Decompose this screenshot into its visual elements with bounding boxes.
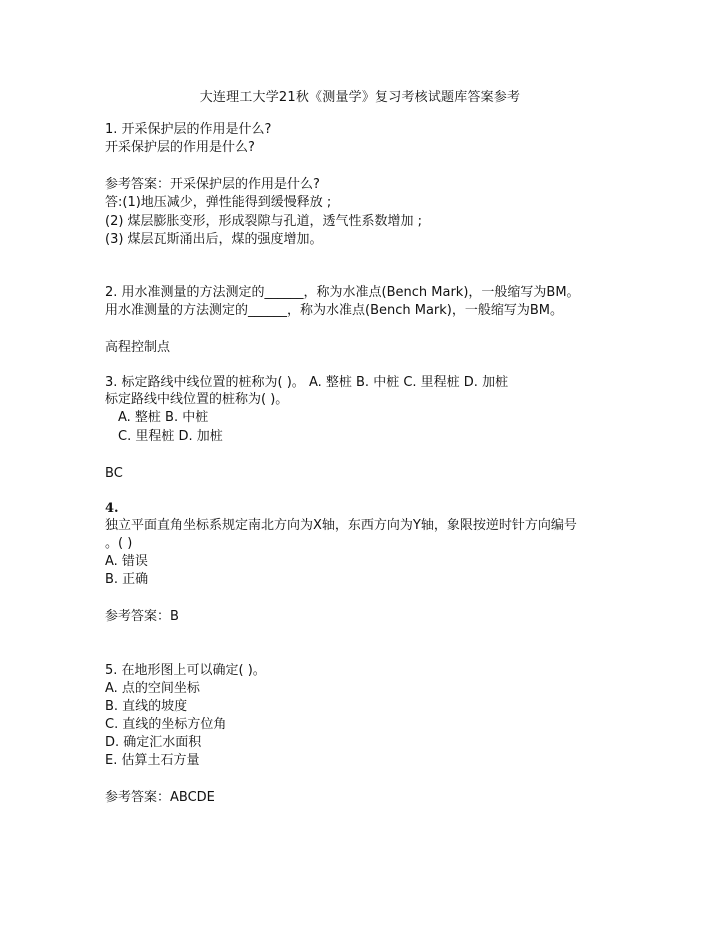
q5-option-c: C. 直线的坐标方位角	[105, 717, 227, 732]
q1-answer-line-3: (3) 煤层瓦斯涌出后，煤的强度增加。	[105, 232, 323, 247]
q3-options-line-1: A. 整桩 B. 中桩	[118, 410, 209, 425]
q5-option-b: B. 直线的坡度	[105, 699, 188, 714]
q5-option-d: D. 确定汇水面积	[105, 735, 202, 750]
q5-option-e: E. 估算土石方量	[105, 753, 200, 768]
q1-answer-line-2: (2) 煤层膨胀变形，形成裂隙与孔道，透气性系数增加 ;	[105, 214, 423, 229]
q4-answer: 参考答案：B	[105, 609, 179, 624]
q4-question: 独立平面直角坐标系规定南北方向为X轴，东西方向为Y轴，象限按逆时针方向编号	[105, 518, 577, 533]
q2-restated: 用水准测量的方法测定的______，称为水准点(Bench Mark)，一般缩写为BM。	[105, 303, 564, 318]
q1-answer-line-1: 答:(1)地压减少，弹性能得到缓慢释放 ;	[105, 195, 332, 210]
q2-answer: 高程控制点	[105, 340, 171, 355]
page-title: 大连理工大学21秋《测量学》复习考核试题库答案参考	[199, 90, 521, 105]
q3-options-line-2: C. 里程桩 D. 加桩	[118, 429, 223, 444]
q2-question: 2. 用水准测量的方法测定的______，称为水准点(Bench Mark)，一般缩写为BM。	[105, 285, 580, 300]
q5-question: 5. 在地形图上可以确定( )。	[105, 663, 266, 678]
q1-restated: 开采保护层的作用是什么?	[105, 140, 255, 155]
q4-option-b: B. 正确	[105, 572, 149, 587]
q4-number: 4.	[105, 501, 119, 516]
q3-answer: BC	[105, 466, 123, 481]
q3-question: 3. 标定路线中线位置的桩称为( )。 A. 整桩 B. 中桩 C. 里程桩 D. 加桩	[105, 375, 509, 390]
q4-option-a: A. 错误	[105, 554, 148, 569]
q1-question: 1. 开采保护层的作用是什么?	[105, 122, 272, 137]
q5-answer: 参考答案：ABCDE	[105, 790, 215, 805]
q3-restated: 标定路线中线位置的桩称为( )。	[105, 392, 289, 407]
q5-option-a: A. 点的空间坐标	[105, 681, 200, 696]
q1-answer-header: 参考答案：开采保护层的作用是什么?	[105, 177, 320, 192]
q4-question-cont: 。( )	[105, 536, 133, 551]
